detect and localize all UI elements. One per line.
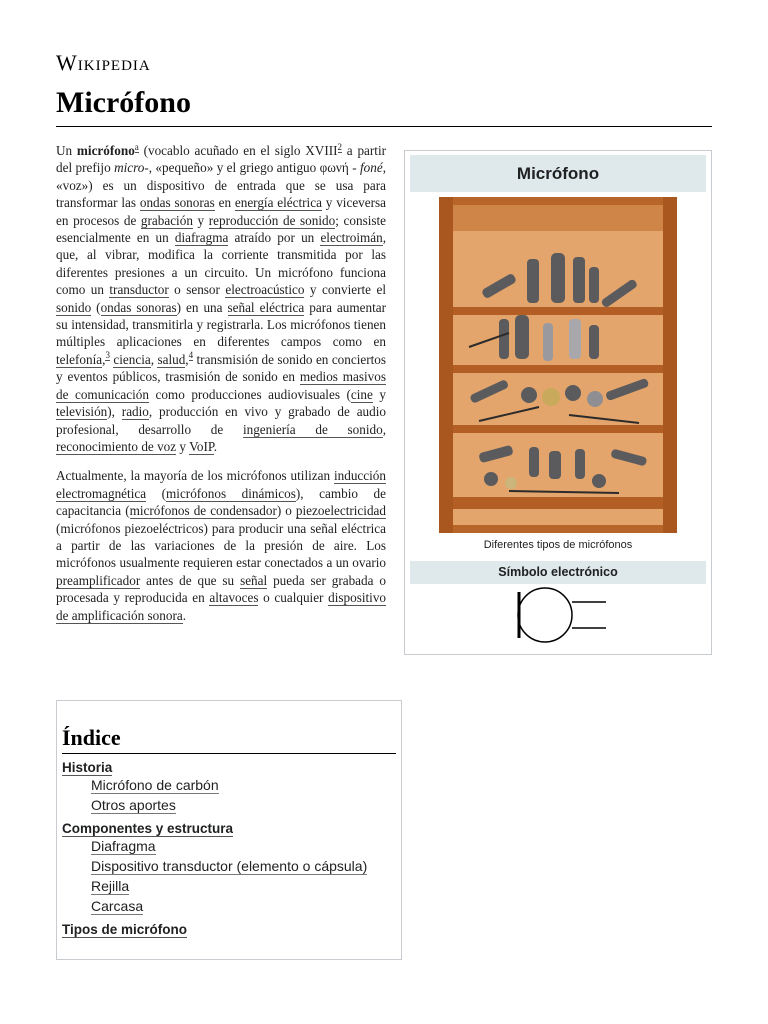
article-text: ) o	[276, 503, 296, 519]
article-link[interactable]: piezoelectricidad	[295, 503, 386, 519]
article-link[interactable]: transductor	[109, 282, 169, 298]
infobox-image-caption: Diferentes tipos de micrófonos	[483, 539, 633, 552]
toc-section[interactable]: Historia	[62, 760, 113, 775]
article-link[interactable]: salud	[157, 351, 186, 367]
article-text: pueda ser grabada o procesada y reproducida en	[56, 572, 386, 606]
article-text: antes de que su	[140, 572, 241, 588]
microphone-symbol-icon	[410, 584, 706, 646]
infobox-symbol-heading: Símbolo electrónico	[410, 561, 706, 584]
toc-section[interactable]: Tipos de micrófono	[62, 922, 188, 937]
toc-subsection[interactable]: Otros aportes	[91, 797, 176, 813]
infobox-title: Micrófono	[410, 155, 706, 192]
article-text: , «voz») es un dispositivo de entrada que se usa para transformar las	[56, 160, 386, 211]
article-text: (micrófonos piezoeléctricos) para producir una señal eléctrica a partir de las variaciones de la presión de aire. Los micrófonos usualmente requieren estar conectados a un ovario	[56, 520, 386, 571]
article-text: , que, al vibrar, modifica la corriente transmitida por las diferentes presiones a un circuito. Un micrófono funciona como un	[56, 230, 386, 298]
article-text: ), cambio de capacitancia (	[56, 485, 386, 519]
article-link[interactable]: a	[134, 141, 139, 152]
article-text: ,	[150, 351, 158, 367]
article-link[interactable]: dispositivo de amplificación sonora	[56, 590, 387, 623]
article-text: foné	[359, 160, 383, 176]
infobox	[404, 150, 712, 655]
article-link[interactable]: VoIP	[189, 438, 214, 454]
article-link[interactable]: telefonía	[56, 351, 103, 367]
toc-section[interactable]: Componentes y estructura	[62, 821, 234, 836]
article-text: , producción en vivo y grabado de audio profesional, desarrollo de	[56, 404, 386, 437]
article-text: ,	[185, 351, 189, 367]
article-text: o sensor	[168, 282, 226, 298]
article-text: para aumentar su intensidad, transmitirla y registrarla. Los micrófonos tienen múltiples aplicaciones en diferentes campos como en	[56, 299, 386, 350]
toc-subsection[interactable]: Rejilla	[91, 878, 130, 894]
article-link[interactable]: reconocimiento de voz	[56, 438, 177, 454]
article-link[interactable]: 2	[337, 141, 342, 152]
article-text: (	[91, 299, 101, 315]
toc-subsection[interactable]: Diafragma	[91, 838, 156, 854]
article-link[interactable]: ondas sonoras	[100, 299, 177, 315]
article-link[interactable]: señal eléctrica	[227, 299, 305, 315]
article-link[interactable]: micrófonos dinámicos	[166, 485, 296, 501]
article-text: y	[372, 386, 386, 402]
article-link[interactable]: diafragma	[174, 230, 229, 246]
article-text: o cualquier	[258, 590, 329, 606]
article-link[interactable]: micrófonos de condensador	[129, 503, 277, 519]
article-text: atraído por un	[228, 230, 321, 246]
article-text: (	[146, 485, 167, 501]
article-text: a partir del prefijo	[56, 143, 387, 176]
article-link[interactable]: televisión	[56, 404, 108, 420]
article-text: ,	[102, 351, 106, 367]
article-link[interactable]: grabación	[140, 212, 193, 228]
article-text: .	[182, 607, 186, 623]
article-text: Actualmente, la mayoría de los micrófonos utilizan	[56, 468, 334, 484]
article-text: en	[214, 195, 235, 211]
article-body	[56, 142, 712, 667]
microphone-cabinet-illustration	[439, 197, 677, 533]
article-text: , «pequeño» y el griego antiguo φωνή -	[148, 160, 360, 176]
article-text: Un	[56, 143, 77, 158]
microphone-cabinet-image[interactable]	[439, 197, 677, 533]
article-text: ),	[107, 404, 122, 420]
article-link[interactable]: ingeniería de sonido	[242, 421, 383, 437]
toc-title: Índice	[62, 725, 396, 754]
article-link[interactable]: cine	[350, 386, 373, 402]
article-text: micrófono	[76, 143, 135, 158]
article-link[interactable]: altavoces	[209, 590, 259, 606]
wikipedia-logo[interactable]: Wikipedia	[56, 50, 151, 75]
article-text: ) en una	[176, 299, 228, 315]
article-text: y convierte el	[304, 282, 386, 298]
page-title: Micrófono	[56, 84, 712, 127]
article-link[interactable]: radio	[121, 404, 149, 420]
article-link[interactable]: 4	[188, 350, 194, 361]
article-text: micro-	[114, 160, 149, 176]
article-text: y	[176, 438, 190, 454]
article-link[interactable]: preamplificador	[56, 572, 141, 588]
article-link[interactable]: medios masivos de comunicación	[56, 369, 386, 402]
article-link[interactable]: ondas sonoras	[139, 195, 215, 211]
article-text: .	[213, 438, 218, 454]
table-of-contents	[56, 700, 402, 960]
article-link[interactable]: 3	[105, 350, 110, 361]
article-text: y	[192, 212, 209, 228]
article-text: ,	[382, 421, 386, 437]
article-text: ; consiste esencialmente en un	[56, 212, 387, 246]
article-text: y viceversa en procesos de	[56, 195, 386, 228]
article-link[interactable]: reproducción de sonido	[208, 212, 336, 228]
article-link[interactable]: sonido	[56, 299, 92, 315]
article-text: transmisión de sonido en conciertos y eventos públicos, trasmisión de sonido en	[56, 351, 387, 385]
toc-list	[62, 760, 396, 937]
toc-subsection[interactable]: Micrófono de carbón	[91, 777, 219, 793]
toc-subsection[interactable]: Carcasa	[91, 898, 144, 914]
article-link[interactable]: electroacústico	[225, 282, 305, 298]
article-link[interactable]: inducción electromagnética	[56, 468, 386, 501]
toc-subsection[interactable]: Dispositivo transductor (elemento o cápsula)	[91, 858, 368, 874]
article-link[interactable]: electroimán	[320, 230, 383, 246]
article-link[interactable]: energía eléctrica	[234, 195, 322, 211]
article-text: (vocablo acuñado en el siglo	[138, 143, 306, 158]
article-text: XVIII	[305, 143, 338, 158]
article-link[interactable]: ciencia	[113, 351, 151, 367]
article-link[interactable]: señal	[240, 572, 268, 588]
article-text: como producciones audiovisuales (	[148, 386, 351, 402]
